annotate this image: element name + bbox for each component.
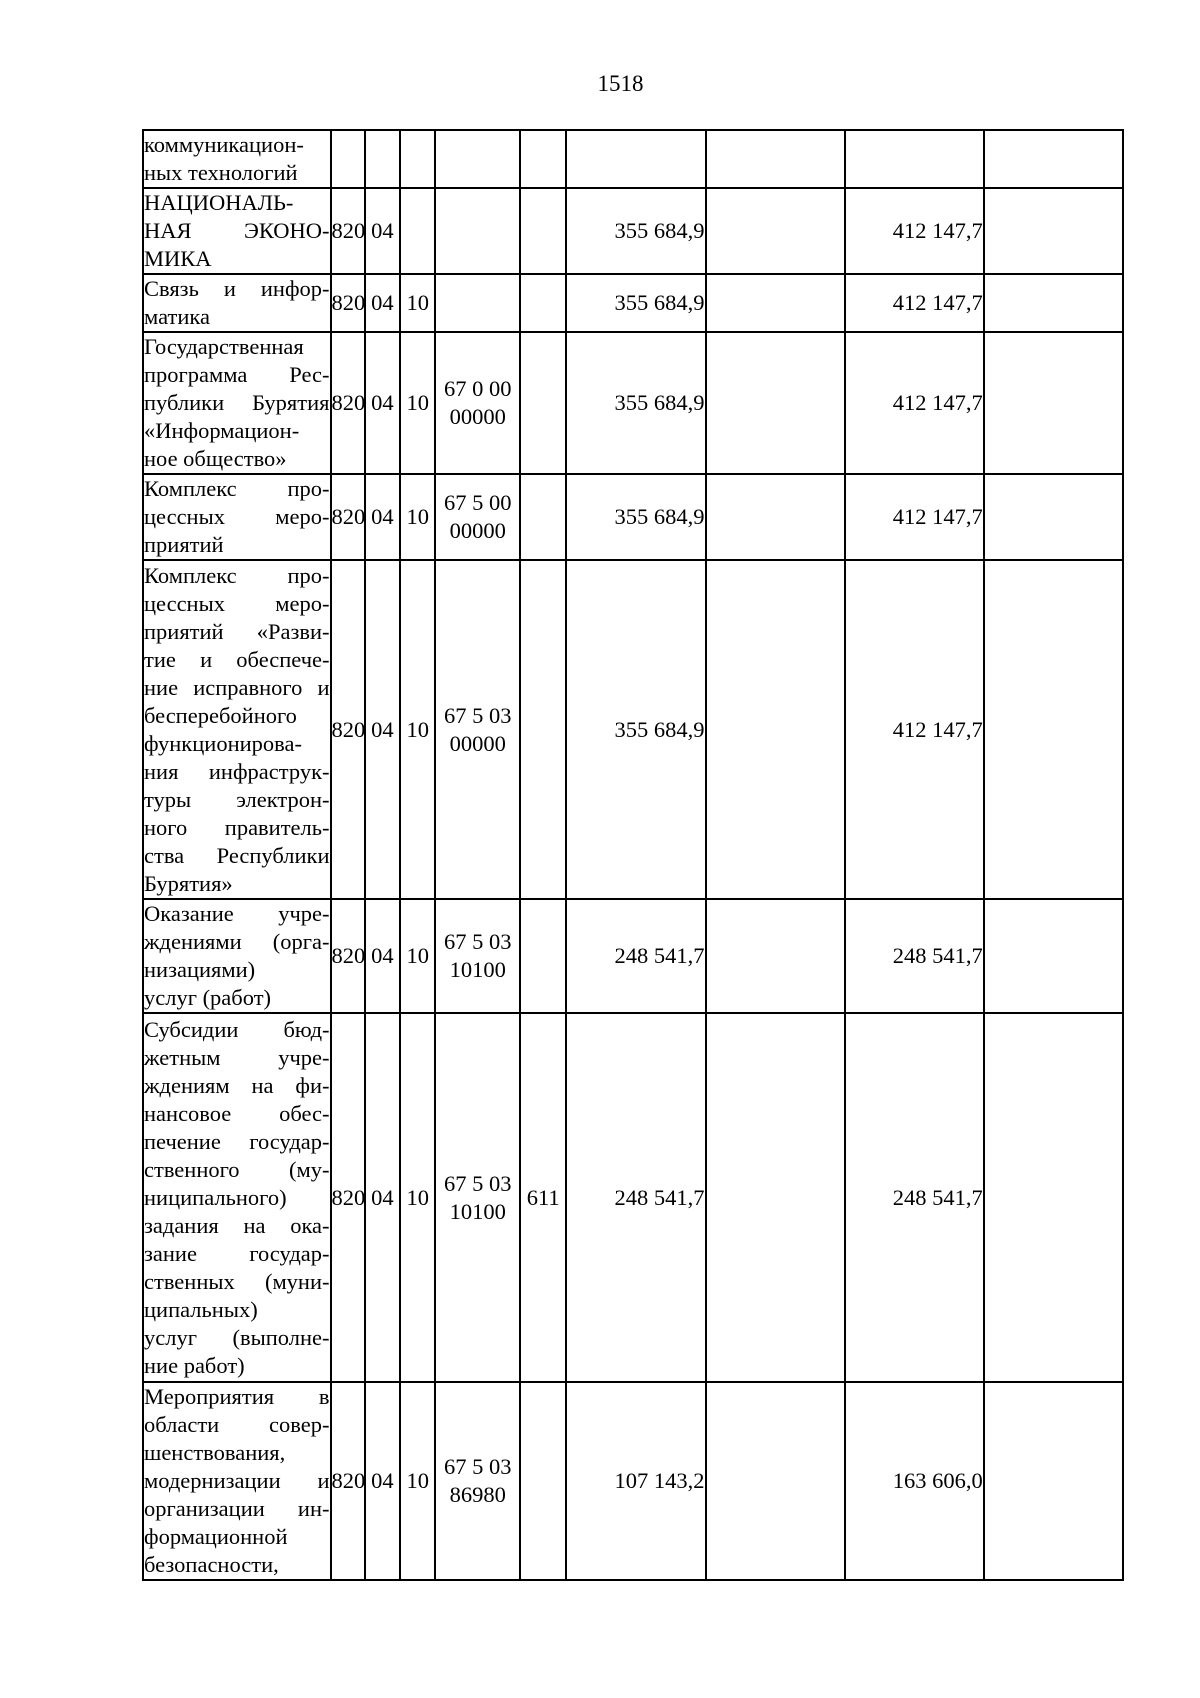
row-name-cell xyxy=(143,332,331,474)
row-name-cell xyxy=(143,274,331,332)
empty-cell xyxy=(984,560,1123,899)
table-row xyxy=(143,130,1123,188)
section-code-cell: 04 xyxy=(365,332,400,474)
budget-table xyxy=(142,129,1124,1581)
row-name-cell xyxy=(143,1382,331,1580)
expense-type-cell xyxy=(520,188,566,274)
row-name-line: жетным учре- xyxy=(144,1044,330,1070)
subsection-code-cell: 10 xyxy=(400,1013,435,1382)
amount-cell: 412 147,7 xyxy=(845,274,984,332)
table-row xyxy=(143,899,1123,1013)
amount-cell: 248 541,7 xyxy=(566,899,705,1013)
target-article-part: 67 5 03 xyxy=(443,1454,512,1479)
expense-type-cell xyxy=(520,274,566,332)
amount-cell: 107 143,2 xyxy=(566,1382,705,1580)
target-article-part: 67 5 03 xyxy=(443,702,512,728)
table-row xyxy=(143,274,1123,332)
ministry-code-cell: 820 xyxy=(331,332,365,474)
row-name-line: шенствования, xyxy=(144,1440,286,1465)
amount-cell: 355 684,9 xyxy=(566,274,705,332)
empty-cell xyxy=(984,188,1123,274)
section-code-cell: 04 xyxy=(365,899,400,1013)
empty-cell xyxy=(706,130,845,188)
empty-cell xyxy=(706,332,845,474)
empty-cell xyxy=(984,274,1123,332)
subsection-code-cell: 10 xyxy=(400,899,435,1013)
ministry-code-cell: 820 xyxy=(331,1382,365,1580)
section-code-cell: 04 xyxy=(365,274,400,332)
target-article-cell xyxy=(435,474,520,560)
page-number: 1518 xyxy=(597,71,644,96)
target-article-cell xyxy=(435,274,520,332)
amount-cell: 412 147,7 xyxy=(845,474,984,560)
row-name-line: области совер- xyxy=(144,1412,330,1437)
ministry-code-cell: 820 xyxy=(331,560,365,899)
row-name-line: бесперебойного xyxy=(144,702,297,728)
expense-type-cell xyxy=(520,560,566,899)
row-name-line: матика xyxy=(144,304,210,329)
target-article-part: 86980 xyxy=(449,1482,506,1507)
expense-type-cell xyxy=(520,1382,566,1580)
amount-cell: 355 684,9 xyxy=(566,560,705,899)
amount-cell xyxy=(845,130,984,188)
row-name-line: услуг (выполне- xyxy=(144,1324,330,1350)
subsection-code-cell: 10 xyxy=(400,274,435,332)
row-name-line: нансовое обес- xyxy=(144,1100,330,1126)
row-name-line: ципальных) xyxy=(144,1296,258,1322)
row-name-line: печение государ- xyxy=(144,1128,330,1154)
target-article-cell xyxy=(435,1382,520,1580)
target-article-cell xyxy=(435,560,520,899)
row-name-line: Мероприятия в xyxy=(144,1384,330,1409)
row-name-line: Государственная xyxy=(144,334,304,359)
empty-cell xyxy=(984,899,1123,1013)
row-name-line: услуг (работ) xyxy=(144,985,272,1010)
subsection-code-cell: 10 xyxy=(400,332,435,474)
ministry-code-cell: 820 xyxy=(331,188,365,274)
section-code-cell: 04 xyxy=(365,474,400,560)
amount-cell: 412 147,7 xyxy=(845,560,984,899)
table-row xyxy=(143,560,1123,899)
subsection-code-cell xyxy=(400,130,435,188)
row-name-cell xyxy=(143,1013,331,1382)
expense-type-cell: 611 xyxy=(520,1013,566,1382)
row-name-line: ние исправного и xyxy=(144,674,330,700)
subsection-code-cell: 10 xyxy=(400,1382,435,1580)
row-name-cell xyxy=(143,130,331,188)
ministry-code-cell xyxy=(331,130,365,188)
target-article-part: 00000 xyxy=(449,518,506,543)
target-article-cell xyxy=(435,332,520,474)
row-name-line: ства Республики xyxy=(144,842,330,868)
row-name-line: модернизации и xyxy=(144,1468,330,1493)
target-article-cell xyxy=(435,188,520,274)
empty-cell xyxy=(706,188,845,274)
empty-cell xyxy=(706,1382,845,1580)
expense-type-cell xyxy=(520,332,566,474)
row-name-cell xyxy=(143,188,331,274)
target-article-cell xyxy=(435,130,520,188)
row-name-line: «Информацион- xyxy=(144,418,300,443)
section-code-cell: 04 xyxy=(365,188,400,274)
target-article-cell xyxy=(435,899,520,1013)
section-code-cell xyxy=(365,130,400,188)
target-article-part: 10100 xyxy=(449,957,506,982)
amount-cell: 355 684,9 xyxy=(566,474,705,560)
section-code-cell: 04 xyxy=(365,1013,400,1382)
subsection-code-cell: 10 xyxy=(400,474,435,560)
expense-type-cell xyxy=(520,474,566,560)
amount-cell: 248 541,7 xyxy=(845,899,984,1013)
empty-cell xyxy=(706,274,845,332)
target-article-part: 67 5 03 xyxy=(443,929,512,954)
row-name-line: безопасности, xyxy=(144,1552,279,1577)
ministry-code-cell: 820 xyxy=(331,274,365,332)
row-name-line: туры электрон- xyxy=(144,786,330,812)
subsection-code-cell: 10 xyxy=(400,560,435,899)
amount-cell: 412 147,7 xyxy=(845,188,984,274)
target-article-part: 00000 xyxy=(449,404,506,429)
amount-cell: 355 684,9 xyxy=(566,188,705,274)
subsection-code-cell xyxy=(400,188,435,274)
table-row xyxy=(143,1382,1123,1580)
ministry-code-cell: 820 xyxy=(331,1013,365,1382)
empty-cell xyxy=(706,474,845,560)
section-code-cell: 04 xyxy=(365,560,400,899)
table-body xyxy=(143,130,1123,1580)
row-name-line: тие и обеспече- xyxy=(144,646,330,672)
row-name-line: программа Рес- xyxy=(144,362,330,387)
row-name-line: Субсидии бюд- xyxy=(144,1016,330,1042)
amount-cell: 163 606,0 xyxy=(845,1382,984,1580)
table-row xyxy=(143,332,1123,474)
ministry-code-cell: 820 xyxy=(331,899,365,1013)
row-name-line: коммуникацион- xyxy=(144,132,304,157)
row-name-line: ных технологий xyxy=(144,160,298,185)
row-name-line: МИКА xyxy=(144,246,212,271)
target-article-part: 00000 xyxy=(449,730,506,756)
empty-cell xyxy=(984,1013,1123,1382)
expense-type-cell xyxy=(520,130,566,188)
row-name-line: функционирова- xyxy=(144,730,302,756)
row-name-line: Комплекс про- xyxy=(144,476,330,501)
empty-cell xyxy=(984,474,1123,560)
row-name-line: ждениям на фи- xyxy=(144,1072,330,1098)
empty-cell xyxy=(984,1382,1123,1580)
expense-type-cell xyxy=(520,899,566,1013)
empty-cell xyxy=(706,1013,845,1382)
row-name-line: ниципального) xyxy=(144,1184,287,1210)
target-article-part: 10100 xyxy=(449,1198,506,1224)
row-name-line: ние работ) xyxy=(144,1352,245,1378)
row-name-cell xyxy=(143,474,331,560)
amount-cell: 355 684,9 xyxy=(566,332,705,474)
row-name-line: Комплекс про- xyxy=(144,562,330,588)
row-name-line: НАЦИОНАЛЬ- xyxy=(144,190,294,215)
row-name-line: НАЯ ЭКОНО- xyxy=(144,218,330,243)
row-name-line: ственного (му- xyxy=(144,1156,330,1182)
amount-cell: 248 541,7 xyxy=(566,1013,705,1382)
row-name-line: ное общество» xyxy=(144,446,287,471)
row-name-line: цессных меро- xyxy=(144,590,330,616)
section-code-cell: 04 xyxy=(365,1382,400,1580)
target-article-part: 67 5 03 xyxy=(443,1170,512,1196)
row-name-line: низациями) xyxy=(144,957,256,982)
row-name-line: приятий «Разви- xyxy=(144,618,330,644)
target-article-cell xyxy=(435,1013,520,1382)
empty-cell xyxy=(984,332,1123,474)
row-name-cell xyxy=(143,899,331,1013)
amount-cell xyxy=(566,130,705,188)
row-name-line: приятий xyxy=(144,532,224,557)
row-name-line: Оказание учре- xyxy=(144,901,330,926)
row-name-line: ного правитель- xyxy=(144,814,330,840)
empty-cell xyxy=(706,899,845,1013)
row-name-line: формационной xyxy=(144,1524,288,1549)
row-name-line: Связь и инфор- xyxy=(144,276,330,301)
table-row xyxy=(143,474,1123,560)
row-name-line: организации ин- xyxy=(144,1496,330,1521)
table-row xyxy=(143,188,1123,274)
row-name-cell xyxy=(143,560,331,899)
target-article-part: 67 0 00 xyxy=(443,376,512,401)
amount-cell: 248 541,7 xyxy=(845,1013,984,1382)
empty-cell xyxy=(706,560,845,899)
row-name-line: публики Бурятия xyxy=(144,390,330,415)
row-name-line: ния инфраструк- xyxy=(144,758,330,784)
row-name-line: задания на ока- xyxy=(144,1212,330,1238)
amount-cell: 412 147,7 xyxy=(845,332,984,474)
row-name-line: ственных (муни- xyxy=(144,1268,330,1294)
row-name-line: ждениями (орга- xyxy=(144,929,330,954)
table-row xyxy=(143,1013,1123,1382)
row-name-line: цессных меро- xyxy=(144,504,330,529)
empty-cell xyxy=(984,130,1123,188)
row-name-line: Бурятия» xyxy=(144,870,233,896)
target-article-part: 67 5 00 xyxy=(443,490,512,515)
ministry-code-cell: 820 xyxy=(331,474,365,560)
row-name-line: зание государ- xyxy=(144,1240,330,1266)
